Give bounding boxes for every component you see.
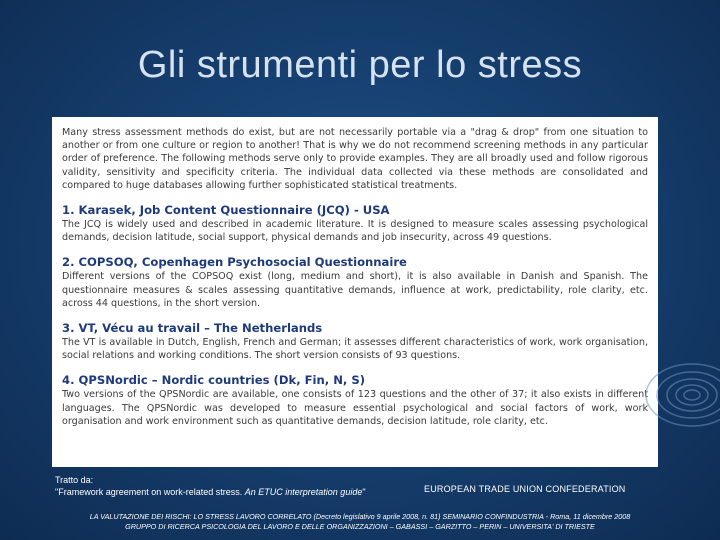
section-heading-qpsnordic: 4. QPSNordic – Nordic countries (Dk, Fin, N, S) xyxy=(62,373,366,388)
source-title-prefix: "Framework agreement on work-related stress. xyxy=(55,487,245,497)
source-citation xyxy=(55,474,366,498)
intro-paragraph: Many stress assessment methods do exist, but are not necessarily portable via a "drag & drop" from one situation to another or from one culture or region to another! That is why we do not recommend screening methods in any particular order of preference. The following methods serve only to provide examples. They are all broadly used and follow rigorous validity, sensitivity and specificity criteria. The individual data collected via these methods are consolidated and compared to huge databases allowing further sophisticated statistical treatments. xyxy=(62,127,648,191)
source-title xyxy=(55,486,366,498)
section-text-vt: The VT is available in Dutch, English, French and German; it assesses different characteristics of work, work organisation, social relations and working conditions. The short version consists of 93 questions. xyxy=(62,337,648,362)
source-label: Tratto da: xyxy=(55,475,94,485)
section-text-qpsnordic: Two versions of the QPSNordic are available, one consists of 123 questions and the other of 37; it also exists in different languages. The QPSNordic was developed to measure essential psychological and social factors of work, work organisation and work environment such as quantitative demands, decision latitude, role clarity, etc. xyxy=(62,389,648,427)
document-excerpt xyxy=(52,117,658,467)
concentric-swirl-icon xyxy=(640,350,720,440)
section-heading-vt: 3. VT, Vécu au travail – The Netherlands xyxy=(62,321,323,336)
footer-line-1: LA VALUTAZIONE DEI RISCHI: LO STRESS LAVORO CORRELATO (Decreto legislativo 9 aprile 2008, n. 81) SEMINARIO CONFINDUSTRIA - Roma, 11 dicembre 2008 xyxy=(89,512,631,521)
section-text-copsoq: Different versions of the COPSOQ exist (long, medium and short), it is also available in Danish and Spanish. The questionnaire measures & scales assessing quantitative demands, influence at work, predictability, role clarity, etc. across 44 questions, in the short version. xyxy=(62,271,648,309)
section-text-karasek: The JCQ is widely used and described in academic literature. It is designed to measure scales assessing psychological demands, decision latitude, social support, physical demands and job insecurity, across 49 questions. xyxy=(62,219,648,244)
slide-footer xyxy=(0,512,720,532)
section-heading-karasek: 1. Karasek, Job Content Questionnaire (JCQ) - USA xyxy=(62,203,390,218)
footer-line-2: GRUPPO DI RICERCA PSICOLOGIA DEL LAVORO E DELLE ORGANIZZAZIONI – GABASSI – GARZITTO – PERIN – UNIVERSITA' DI TRIESTE xyxy=(125,522,595,531)
section-heading-copsoq: 2. COPSOQ, Copenhagen Psychosocial Questionnaire xyxy=(62,255,407,270)
etuc-label: EUROPEAN TRADE UNION CONFEDERATION xyxy=(424,484,626,494)
source-title-italic: An ETUC interpretation guide xyxy=(244,487,363,497)
source-title-suffix: " xyxy=(362,487,366,497)
slide-title: Gli strumenti per lo stress xyxy=(137,44,583,86)
